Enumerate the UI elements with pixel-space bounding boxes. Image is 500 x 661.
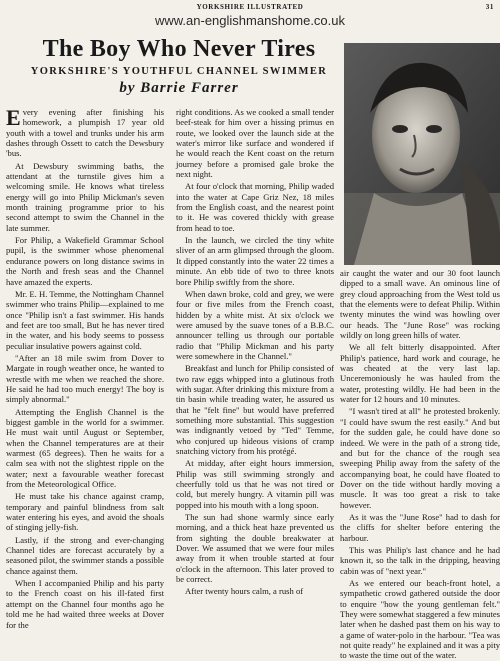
portrait-photo [344,43,500,265]
article-paragraph: This was Philip's last chance and he had known it, so the talk in the dripping, heaving cabin was of "next year." [340,544,500,576]
portrait-photo-image [344,43,500,265]
article-paragraph: As we entered our beach-front hotel, a sympathetic crowd gathered outside the door to enquire "how the young gentleman felt." They were somewhat staggered a few minutes later when he dashed past them on his way to a game of water-polo in the harbour. "Tea was not quite ready" he explained and it was a pity to waste the time out of the water. [340,577,500,661]
article-column-3 [340,268,500,661]
article-subtitle: YORKSHIRE'S YOUTHFUL CHANNEL SWIMMER [30,66,328,77]
article-paragraph: In the launch, we circled the tiny white sliver of an arm glimpsed through the gloom. It dipped constantly into the water 22 times a minute. An ebb tide of two to three knots bore Philip swiftly from the shore. [176,235,334,287]
article-paragraph: For Philip, a Wakefield Grammar School pupil, is the swimmer whose phenomenal endurance powers on long distance swims in the North and fresh seas and the Channel have amazed the experts. [6,235,164,287]
page-number: 31 [485,3,494,11]
article-paragraph: air caught the water and our 30 foot launch dipped to a small wave. An ominous line of grey cloud approaching from the West told us that the elements were to defeat Philip. Within twenty minutes the wind was howling over our heads. The "June Rose" was rocking wildly on long green hills of water. [340,268,500,341]
running-head [0,3,500,11]
article-paragraph: "I wasn't tired at all" he protested brokenly. "I could have swum the rest easily." And but for the sudden gale, he could have done so indeed. We were in the path of a strong tide, and but for the chance of the rough sea sweeping Philip away from the safety of the accompanying boat, he could have floated to Dover on the tide without hardly moving a muscle. It was too great a risk to take however. [340,406,500,510]
article-paragraph: After twenty hours calm, a rush of [185,586,304,597]
article-column-1 [6,107,164,647]
article-paragraph: He must take his chance against cramp, temporary and painful blindness from salt water entering his eyes, and avoid the shoals of stinging jelly-fish. [6,491,164,533]
article-paragraph: The sun had shone warmly since early morning, and a thick heat haze prevented us from sighting the double breakwater at Dover. We assumed that we were four miles away from it when trouble started at four o'clock in the afternoon. This later proved to be correct. [176,512,334,585]
article-paragraph: At midday, after eight hours immersion, Philip was still swimming strongly and cheerfully told us that he was not tired or cold, but merely hungry. A vitamin pill was popped into his mouth with a long spoon. [176,458,334,510]
article-title: The Boy Who Never Tires [42,36,316,62]
running-title: YORKSHIRE ILLUSTRATED [196,3,304,11]
article-paragraph: At four o'clock that morning, Philip waded into the water at Cape Griz Nez, 18 miles from the English coast, and the nearest point to it. He was covered thickly with grease from head to toe. [176,181,334,233]
article-paragraph: "After an 18 mile swim from Dover to Margate in rough weather once, he wanted to wrestle with me when we reached the shore. He said he had too much energy! The boy is simply abnormal." [6,352,164,405]
article-paragraph: Attempting the English Channel is the biggest gamble in the world for a swimmer. He must wait until August or September, when the Channel temperatures are at their warmest (65 degrees). Then he waits for a calm sea with not the slightest ripple on the water; next a favourable weather forecast from the Meteorological Office. [6,406,164,490]
article-paragraph: We all felt bitterly disappointed. After Philip's patience, hard work and courage, he was cheated at the very last lap. Unceremoniously he was hauled from the water, protesting wildly. He had been in the water for 12 hours and 10 minutes. [340,342,500,405]
article-paragraph: As it was the "June Rose" had to dash for the cliffs for shelter before entering the harbour. [340,511,500,543]
article-paragraph: At Dewsbury swimming baths, the attendant at the turnstile gives him a welcoming smile. He knows what tireless energy will go into Philip Mickman's seven month training programme prior to his second attempt to swim the Channel in the late summer. [6,160,164,233]
article-paragraph: Breakfast and lunch for Philip consisted of two raw eggs whipped into a glutinous froth with sugar. After drinking this mixture from a tin basin while treading water, he assured us that he "felt fine" but would have preferred something more substantial. This suggestion was indignantly vetoed by "Ted" Temme, who conjured up hideous visions of cramp snatching victory from his protégé. [176,363,334,456]
article-paragraph: Lastly, if the strong and ever-changing Channel tides are forecast accurately by a seasoned pilot, the swimmer stands a possible chance against them. [6,534,164,576]
article-column-2 [176,107,334,647]
article-paragraph: right conditions. As we cooked a small tender beef-steak for him over a hissing primus en route, we looked over the launch side at the water's mirror like surface and wondered if he would reach the Kent coast on the return journey before a promised gale broke the next night. [176,107,334,180]
watermark-url[interactable]: www.an-englishmanshome.co.uk [154,13,346,28]
article-byline: by Barrie Farrer [119,80,239,96]
drop-cap: E [6,105,21,130]
article-paragraph: When I accompanied Philip and his party to the French coast on his ill-fated first attempt on the Channel four months ago he told me he had waited three weeks at Dover for the [6,578,164,630]
article-paragraph: Every evening after finishing his homework, a plumpish 17 year old youth with a towel and trunks under his arm dashes through Ossett to catch the Dewsbury 'bus. [6,105,164,159]
article-paragraph: When dawn broke, cold and grey, we were four or five miles from the French coast, hidden by a white mist. At six o'clock we were amused by the suave tones of a B.B.C. announcer telling us through our portable radio that "Philip Mickman and his party were somewhere in the Channel." [176,288,334,361]
article-paragraph: Mr. E. H. Temme, the Nottingham Channel swimmer who trains Philip—explained to me once "Philip isn't a fast swimmer. His hands and feet are too small, But he has never tired in the water, and his body seems to possess peculiar insulative powers against cold. [6,288,164,351]
